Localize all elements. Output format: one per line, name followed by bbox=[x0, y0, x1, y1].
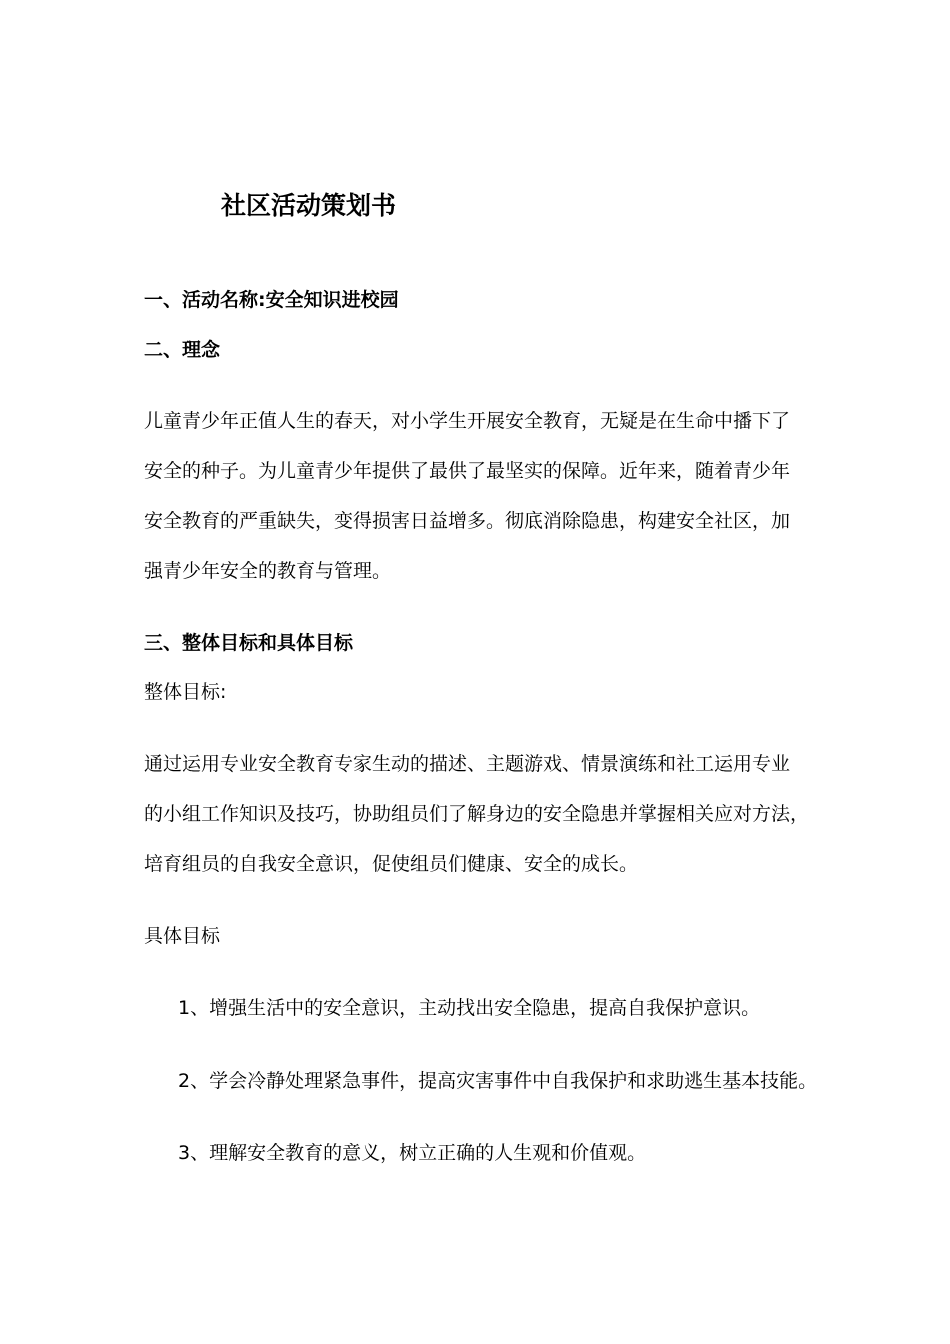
specific-goal-item: 3、理解安全教育的意义，树立正确的人生观和价值观。 bbox=[178, 1142, 647, 1164]
overall-goal-line: 培育组员的自我安全意识，促使组员们健康、安全的成长。 bbox=[144, 853, 639, 875]
specific-goal-item: 1、增强生活中的安全意识，主动找出安全隐患，提高自我保护意识。 bbox=[178, 997, 761, 1019]
rationale-line: 安全教育的严重缺失，变得损害日益增多。彻底消除隐患，构建安全社区，加 bbox=[144, 510, 791, 532]
section-heading-rationale: 二、理念 bbox=[144, 339, 221, 361]
document-title: 社区活动策划书 bbox=[221, 191, 397, 220]
rationale-line: 儿童青少年正值人生的春天，对小学生开展安全教育，无疑是在生命中播下了 bbox=[144, 410, 791, 432]
overall-goal-line: 的小组工作知识及技巧，协助组员们了解身边的安全隐患并掌握相关应对方法， bbox=[144, 803, 810, 825]
specific-goal-label: 具体目标 bbox=[144, 925, 221, 947]
section-heading-activity-name: 一、活动名称:安全知识进校园 bbox=[144, 289, 399, 311]
rationale-line: 安全的种子。为儿童青少年提供了最供了最坚实的保障。近年来，随着青少年 bbox=[144, 460, 791, 482]
rationale-line: 强青少年安全的教育与管理。 bbox=[144, 560, 392, 582]
specific-goal-item: 2、学会冷静处理紧急事件，提高灾害事件中自我保护和求助逃生基本技能。 bbox=[178, 1070, 818, 1092]
overall-goal-label: 整体目标: bbox=[144, 681, 227, 703]
section-heading-goals: 三、整体目标和具体目标 bbox=[144, 632, 354, 654]
overall-goal-line: 通过运用专业安全教育专家生动的描述、主题游戏、情景演练和社工运用专业 bbox=[144, 753, 791, 775]
